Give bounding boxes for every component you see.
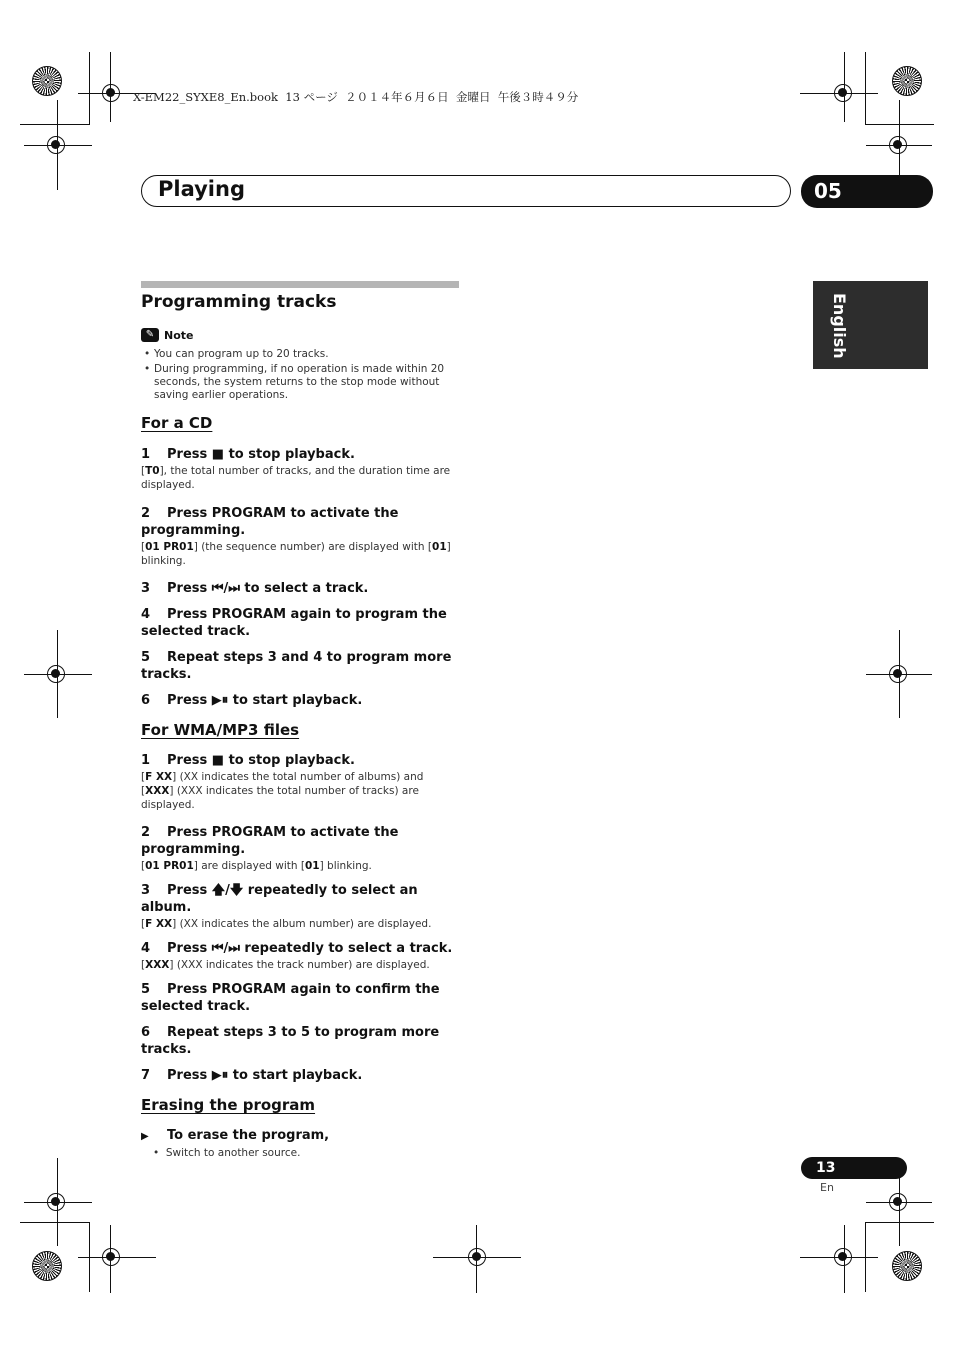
step-number: 2 bbox=[141, 825, 151, 840]
content-column bbox=[141, 281, 459, 1159]
note-label: Note bbox=[164, 328, 194, 342]
step-text: Press 🡅/🡇 repeatedly to select an album. bbox=[141, 883, 418, 915]
step-note: [01 PR01] (the sequence number) are displayed with [01] blinking. bbox=[141, 541, 451, 567]
note-list bbox=[141, 348, 459, 402]
step bbox=[141, 752, 459, 769]
print-header: X-EM22_SYXE8_En.book 13 ページ ２０１４年６月６日 金曜日 午後３時４９分 bbox=[133, 90, 579, 104]
step-text: Press PROGRAM to activate the programming. bbox=[141, 825, 399, 857]
step-note: [01 PR01] are displayed with [01] blinking. bbox=[141, 860, 372, 872]
step bbox=[141, 1024, 459, 1058]
step-note: [XXX] (XXX indicates the track number) are displayed. bbox=[141, 959, 430, 971]
chapter-title: Playing bbox=[158, 177, 245, 201]
step-number: 4 bbox=[141, 941, 151, 956]
step bbox=[141, 446, 459, 463]
section-title: Programming tracks bbox=[141, 292, 337, 312]
page-number: 13 bbox=[801, 1157, 907, 1179]
pencil-note-icon: ✎ bbox=[141, 328, 159, 342]
step-text: Press ■ to stop playback. bbox=[167, 447, 355, 462]
color-rosette-icon bbox=[892, 66, 922, 96]
step bbox=[141, 692, 459, 709]
step-number: 4 bbox=[141, 607, 151, 622]
note-item: • You can program up to 20 tracks. bbox=[141, 348, 459, 361]
step-text: Press PROGRAM again to program the selected track. bbox=[141, 607, 447, 639]
step-number: 1 bbox=[141, 447, 151, 462]
language-tab-label: English bbox=[830, 293, 849, 359]
step-text: Press PROGRAM again to confirm the selected track. bbox=[141, 982, 440, 1014]
step-text: Press ▶⏸ to start playback. bbox=[167, 693, 363, 708]
step bbox=[141, 606, 459, 640]
step-text: Repeat steps 3 to 5 to program more tracks. bbox=[141, 1025, 440, 1057]
step-number: 6 bbox=[141, 1025, 151, 1040]
step bbox=[141, 882, 459, 916]
step bbox=[141, 1127, 459, 1145]
step-number: 2 bbox=[141, 506, 151, 521]
subsection-title-cd: For a CD bbox=[141, 414, 213, 432]
step-number: 5 bbox=[141, 650, 151, 665]
language-tab bbox=[813, 281, 928, 369]
color-rosette-icon bbox=[32, 66, 62, 96]
step-text: Press PROGRAM to activate the programming. bbox=[141, 506, 399, 538]
step-note: [T0], the total number of tracks, and the duration time are displayed. bbox=[141, 465, 451, 491]
step-text: Press ⏮/⏭ to select a track. bbox=[167, 581, 369, 596]
step-number: 3 bbox=[141, 883, 151, 898]
section-rule bbox=[141, 281, 459, 288]
step-text: To erase the program, bbox=[167, 1128, 330, 1143]
step-note: [F XX] (XX indicates the album number) are displayed. bbox=[141, 918, 432, 930]
bullet-item: • Switch to another source. bbox=[153, 1147, 301, 1159]
step-text: Press ■ to stop playback. bbox=[167, 753, 355, 768]
color-rosette-icon bbox=[892, 1251, 922, 1281]
step bbox=[141, 580, 459, 597]
note-heading bbox=[141, 328, 459, 342]
step-number: 1 bbox=[141, 753, 151, 768]
step-number: 7 bbox=[141, 1068, 151, 1083]
page-language: En bbox=[820, 1181, 834, 1194]
play-arrow-icon: ▶ bbox=[141, 1131, 149, 1142]
chapter-number: 05 bbox=[801, 175, 933, 208]
step bbox=[141, 1067, 459, 1084]
step-number: 5 bbox=[141, 982, 151, 997]
step-number: 6 bbox=[141, 693, 151, 708]
step-note: [F XX] (XX indicates the total number of albums) and [XXX] (XXX indicates the total number of tracks) are displayed. bbox=[141, 771, 424, 811]
subsection-title-wma: For WMA/MP3 files bbox=[141, 721, 300, 739]
subsection-title-erase: Erasing the program bbox=[141, 1096, 316, 1114]
step-text: Press ▶⏸ to start playback. bbox=[167, 1068, 363, 1083]
step bbox=[141, 824, 459, 858]
note-item: • During programming, if no operation is made within 20 seconds, the system returns to the stop mode without saving earlier operations. bbox=[141, 363, 459, 402]
step bbox=[141, 981, 459, 1015]
step bbox=[141, 505, 459, 539]
step bbox=[141, 649, 459, 683]
step-text: Repeat steps 3 and 4 to program more tracks. bbox=[141, 650, 452, 682]
step-number: 3 bbox=[141, 581, 151, 596]
step-text: Press ⏮/⏭ repeatedly to select a track. bbox=[167, 941, 453, 956]
color-rosette-icon bbox=[32, 1251, 62, 1281]
step bbox=[141, 940, 459, 957]
